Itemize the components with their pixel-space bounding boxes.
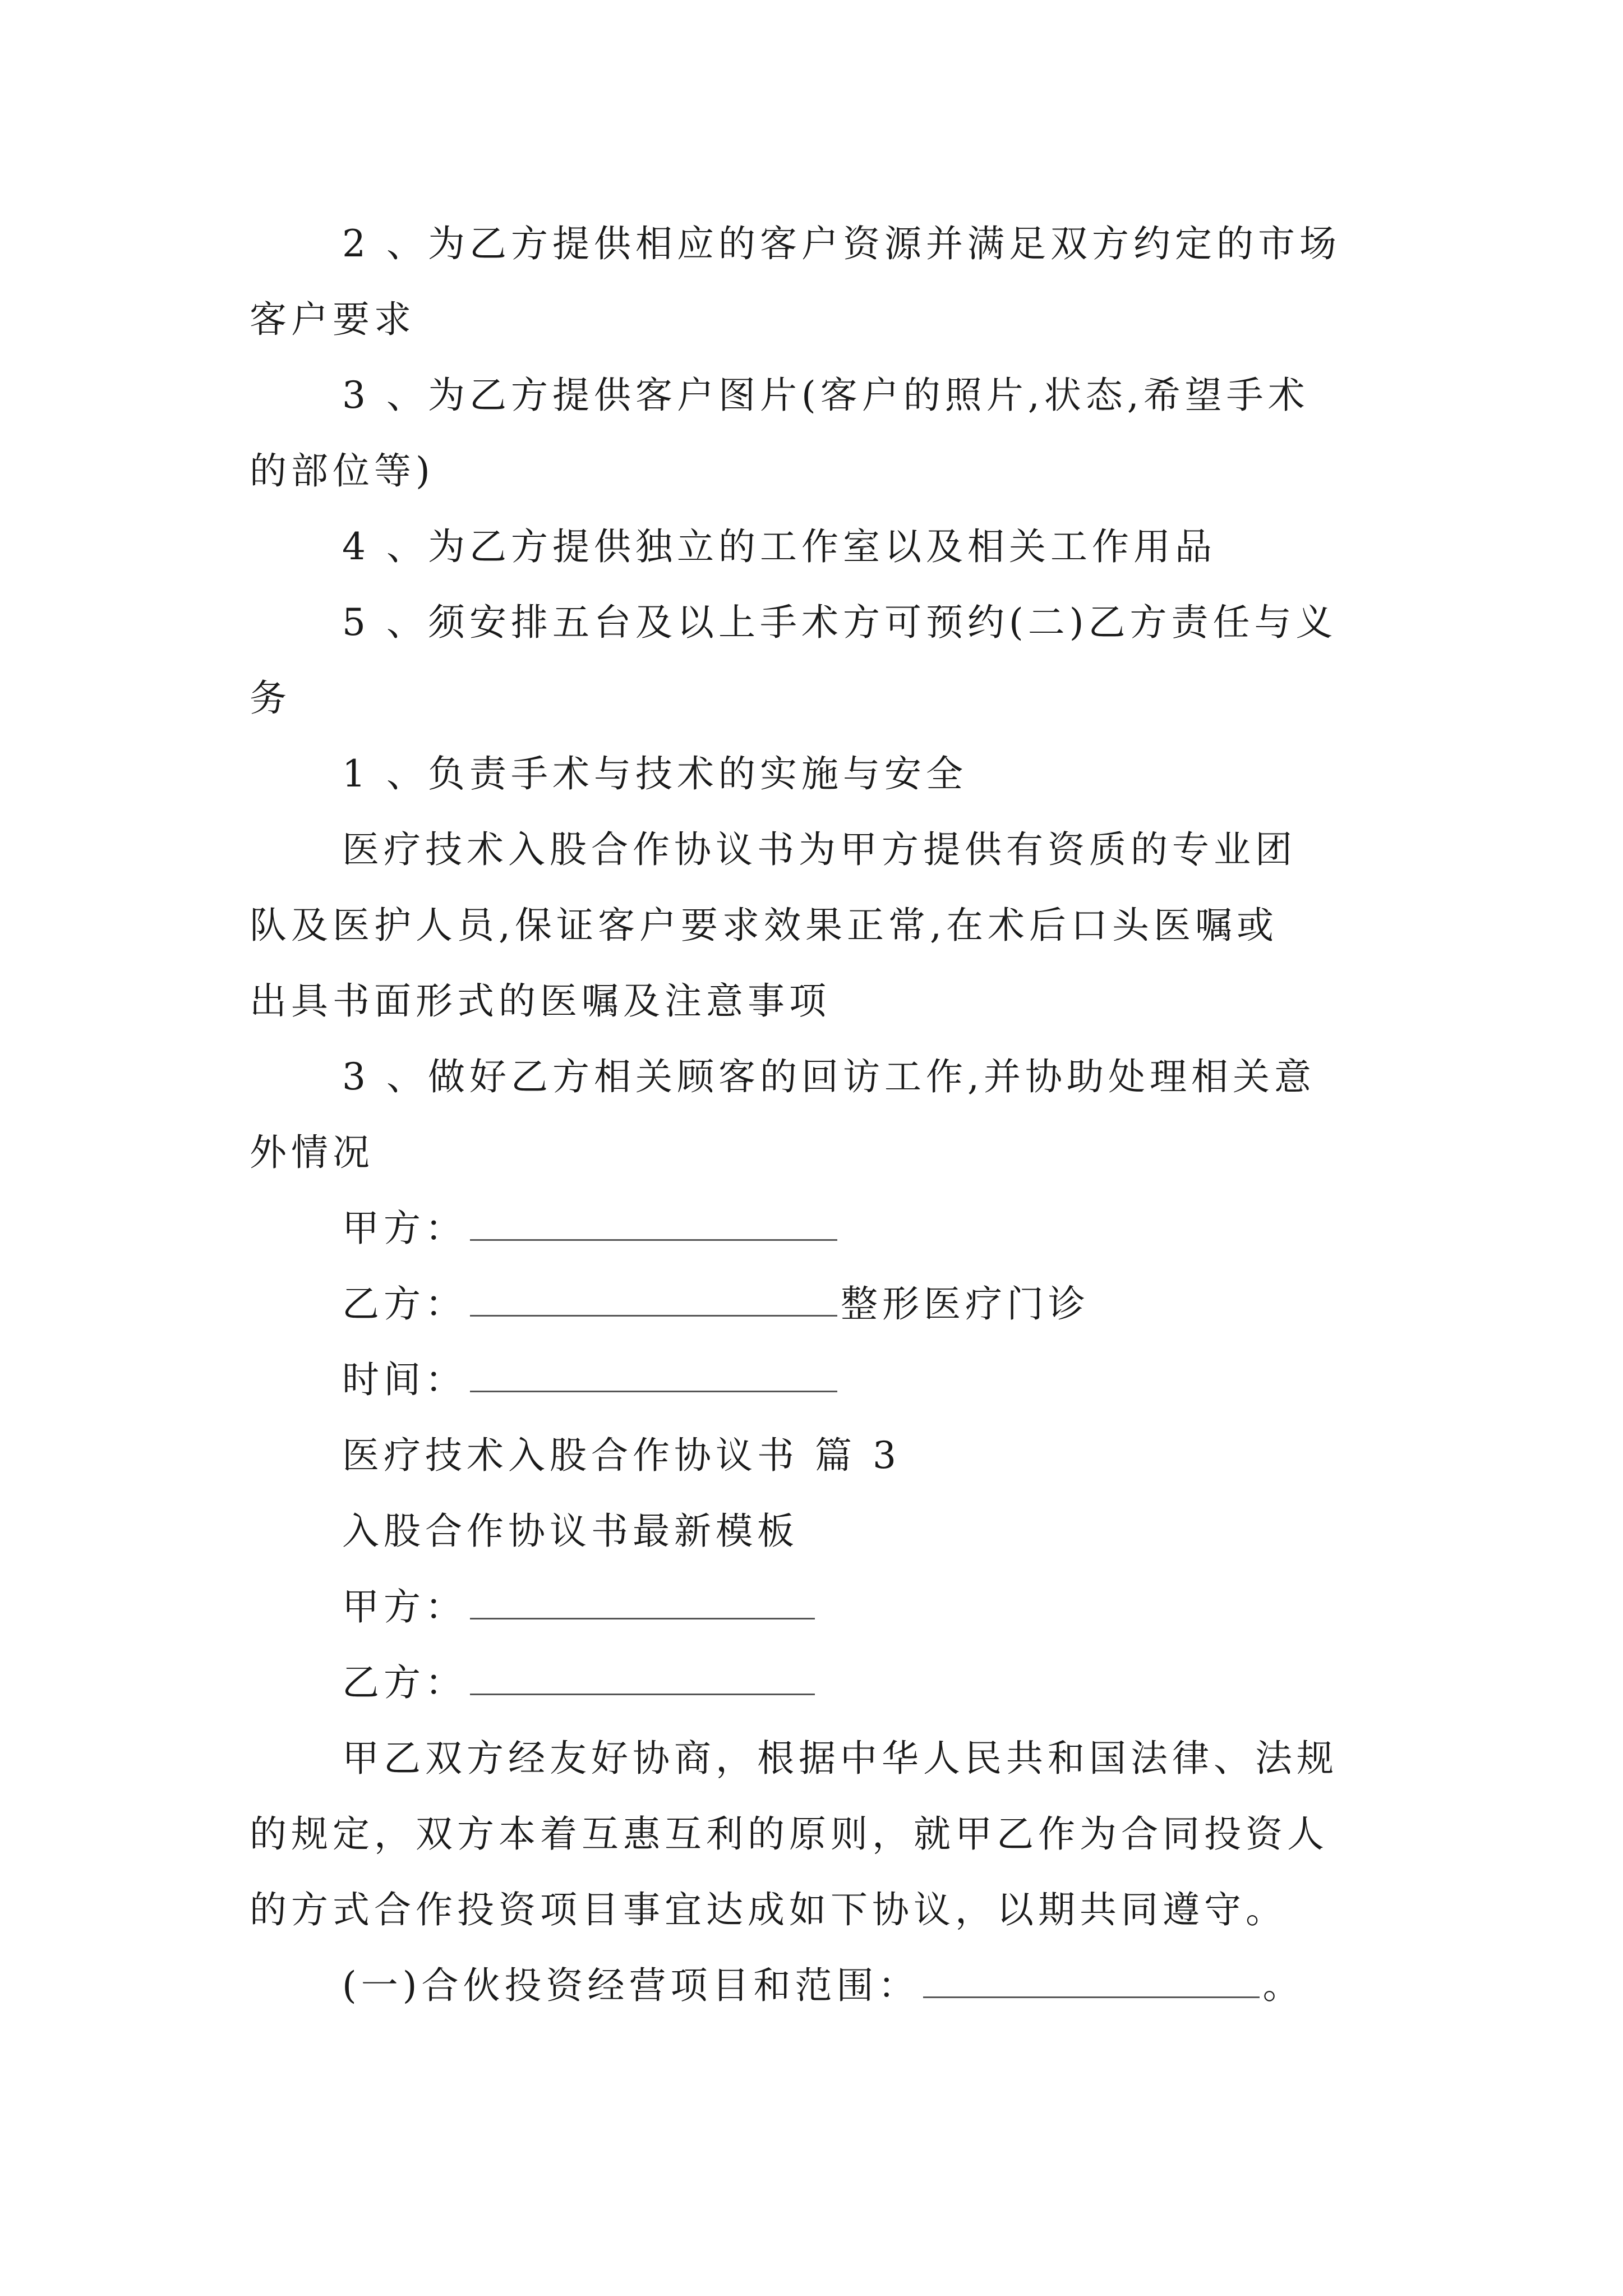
party-b-signature-line xyxy=(342,1266,1090,1342)
text-line: 外情况 xyxy=(250,1131,374,1174)
paragraph-follow-up xyxy=(250,1039,1380,1190)
text-line: 甲乙双方经友好协商，根据中华人民共和国法律、法规 xyxy=(342,1737,1338,1780)
time-blank[interactable] xyxy=(470,1355,837,1392)
text-line: 3 、做好乙方相关顾客的回访工作,并协助处理相关意 xyxy=(342,1055,1316,1098)
paragraph-surgery-safety xyxy=(250,736,1380,812)
party-b-label: 乙方： xyxy=(342,1282,467,1326)
party-a-signature-line xyxy=(342,1190,841,1266)
clause-1-line xyxy=(342,1948,1304,2023)
text-line: 的部位等) xyxy=(250,449,435,493)
time-label: 时间： xyxy=(342,1358,467,1401)
text-line: 3 、为乙方提供客户图片(客户的照片,状态,希望手术 xyxy=(342,374,1310,417)
party-b-label-2: 乙方： xyxy=(342,1661,467,1704)
text-line: 4 、为乙方提供独立的工作室以及相关工作用品 xyxy=(342,525,1216,568)
text-line: 客户要求 xyxy=(250,298,416,341)
text-line: 1 、负责手术与技术的实施与安全 xyxy=(342,752,967,795)
clause-1-label: (一)合伙投资经营项目和范围： xyxy=(342,1964,920,2007)
text-line: 的方式合作投资项目事宜达成如下协议，以期共同遵守。 xyxy=(250,1888,1287,1931)
text-line: 2 、为乙方提供相应的客户资源并满足双方约定的市场 xyxy=(342,222,1341,265)
party-a-signature-line-2 xyxy=(342,1569,818,1645)
party-a-label: 甲方： xyxy=(342,1207,467,1250)
party-a-blank[interactable] xyxy=(470,1203,837,1241)
paragraph-client-resources xyxy=(250,206,1380,357)
section-heading: 医疗技术入股合作协议书 篇 3 xyxy=(342,1434,901,1477)
text-line: 医疗技术入股合作协议书为甲方提供有资质的专业团 xyxy=(342,828,1297,871)
paragraph-client-photos xyxy=(250,357,1380,509)
party-b-suffix: 整形医疗门诊 xyxy=(841,1282,1090,1326)
party-b-signature-line-2 xyxy=(342,1645,818,1720)
paragraph-intro xyxy=(250,1720,1380,1948)
time-signature-line xyxy=(342,1342,841,1418)
clause-1-suffix: 。 xyxy=(1262,1964,1304,2007)
party-b-blank[interactable] xyxy=(470,1279,837,1317)
clause-1-blank[interactable] xyxy=(923,1961,1260,1998)
text-line: 的规定，双方本着互惠互利的原则，就甲乙作为合同投资人 xyxy=(250,1812,1329,1856)
paragraph-booking xyxy=(250,585,1380,736)
party-b-blank-2[interactable] xyxy=(470,1658,815,1695)
text-line: 5 、须安排五台及以上手术方可预约(二)乙方责任与义 xyxy=(342,601,1338,644)
party-a-label-2: 甲方： xyxy=(342,1585,467,1628)
paragraph-medical-team xyxy=(250,812,1380,1039)
text-line: 务 xyxy=(250,677,291,720)
text-line: 队及医护人员,保证客户要求效果正常,在术后口头医嘱或 xyxy=(250,904,1278,947)
template-title: 入股合作协议书最新模板 xyxy=(342,1510,799,1553)
text-line: 出具书面形式的医嘱及注意事项 xyxy=(250,979,831,1023)
paragraph-studio xyxy=(250,509,1380,585)
party-a-blank-2[interactable] xyxy=(470,1582,815,1619)
